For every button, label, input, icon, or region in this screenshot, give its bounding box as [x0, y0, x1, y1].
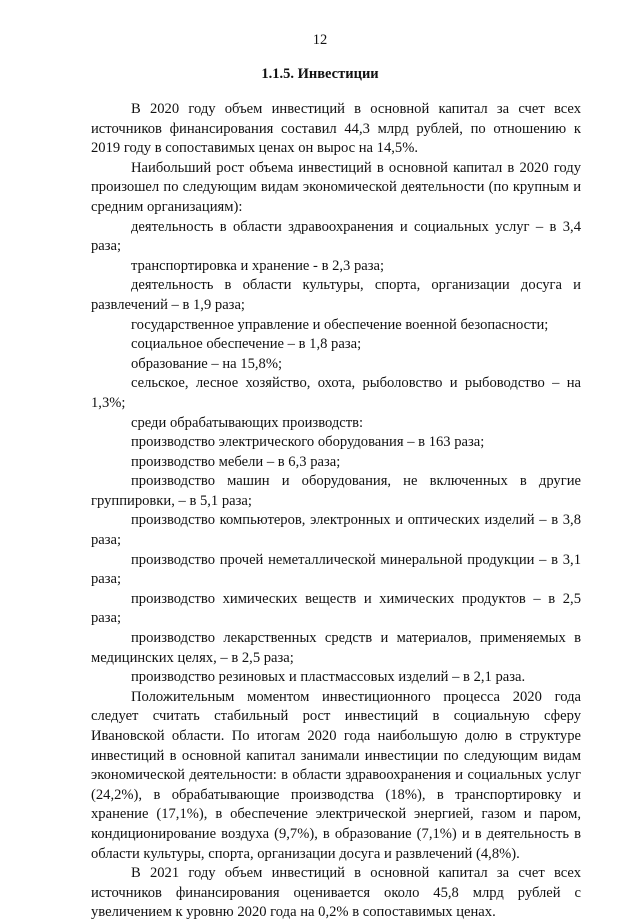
page-number: 12	[312, 32, 328, 48]
list-item-pharmaceuticals: производство лекарственных средств и материалов, применяемых в медицинских целях, – в 2,5 раза;	[91, 630, 581, 666]
list-item-transport: транспортировка и хранение - в 2,3 раза;	[131, 257, 385, 274]
list-item-culture: деятельность в области культуры, спорта, организации досуга и развлечений – в 1,9 раза;	[91, 277, 581, 313]
list-item-nonmetallic-minerals: производство прочей неметаллической минеральной продукции – в 3,1 раза;	[91, 551, 581, 588]
list-item-machinery: производство машин и оборудования, не включенных в другие группировки, – в 5,1 раза;	[91, 473, 581, 509]
section-title: 1.1.5. Инвестиции	[261, 66, 379, 82]
paragraph-growth-intro: Наибольший рост объема инвестиций в основной капитал в 2020 году произошел по следующим видам экономической деятельности (по крупным и средним организациям):	[91, 159, 581, 215]
list-item-social-security: социальное обеспечение – в 1,8 раза;	[131, 336, 362, 353]
list-item-chemicals: производство химических веществ и химических продуктов – в 2,5 раза;	[91, 590, 581, 627]
list-item-furniture: производство мебели – в 6,3 раза;	[131, 453, 341, 470]
list-item-rubber-plastics: производство резиновых и пластмассовых изделий – в 2,1 раза.	[131, 669, 526, 686]
list-item-healthcare: деятельность в области здравоохранения и социальных услуг – в 3,4 раза;	[91, 218, 581, 255]
list-item-agriculture: сельское, лесное хозяйство, охота, рыболовство и рыбоводство – на 1,3%;	[91, 375, 581, 411]
paragraph-structure-2020: Положительным моментом инвестиционного процесса 2020 года следует считать стабильный рост инвестиций в социальную сферу Ивановской области. По итогам 2020 года наибольшую долю в структуре инвестиций в основной капитал занимали инвестиции по следующим видам экономической деятельности: в области здравоохранения и социальных услуг (24,2%), в обрабатывающие производства (18%), в транспортировку и хранение (17,1%), в обеспечение электрической энергией, газом и паром, кондиционирование воздуха (9,7%), в образование (7,1%) и в деятельность в области культуры, спорта, организации досуга и развлечений (4,8%).	[91, 688, 581, 862]
list-item-computers: производство компьютеров, электронных и оптических изделий – в 3,8 раза;	[91, 512, 581, 549]
list-item-education: образование – на 15,8%;	[131, 355, 283, 372]
paragraph-investment-2021: В 2021 году объем инвестиций в основной капитал за счет всех источников финансирования оценивается около 45,8 млрд рублей с увеличением к уровню 2020 года на 0,2% в сопоставимых ценах.	[91, 865, 581, 921]
list-item-electrical-equipment: производство электрического оборудования – в 163 раза;	[131, 434, 485, 451]
document-body	[91, 100, 581, 923]
list-item-manufacturing-header: среди обрабатывающих производств:	[131, 414, 364, 431]
paragraph-investment-2020: В 2020 году объем инвестиций в основной капитал за счет всех источников финансирования составил 44,3 млрд рублей, по отношению к 2019 году в сопоставимых ценах он вырос на 14,5%.	[91, 101, 581, 157]
list-item-public-administration: государственное управление и обеспечение военной безопасности;	[131, 316, 549, 333]
